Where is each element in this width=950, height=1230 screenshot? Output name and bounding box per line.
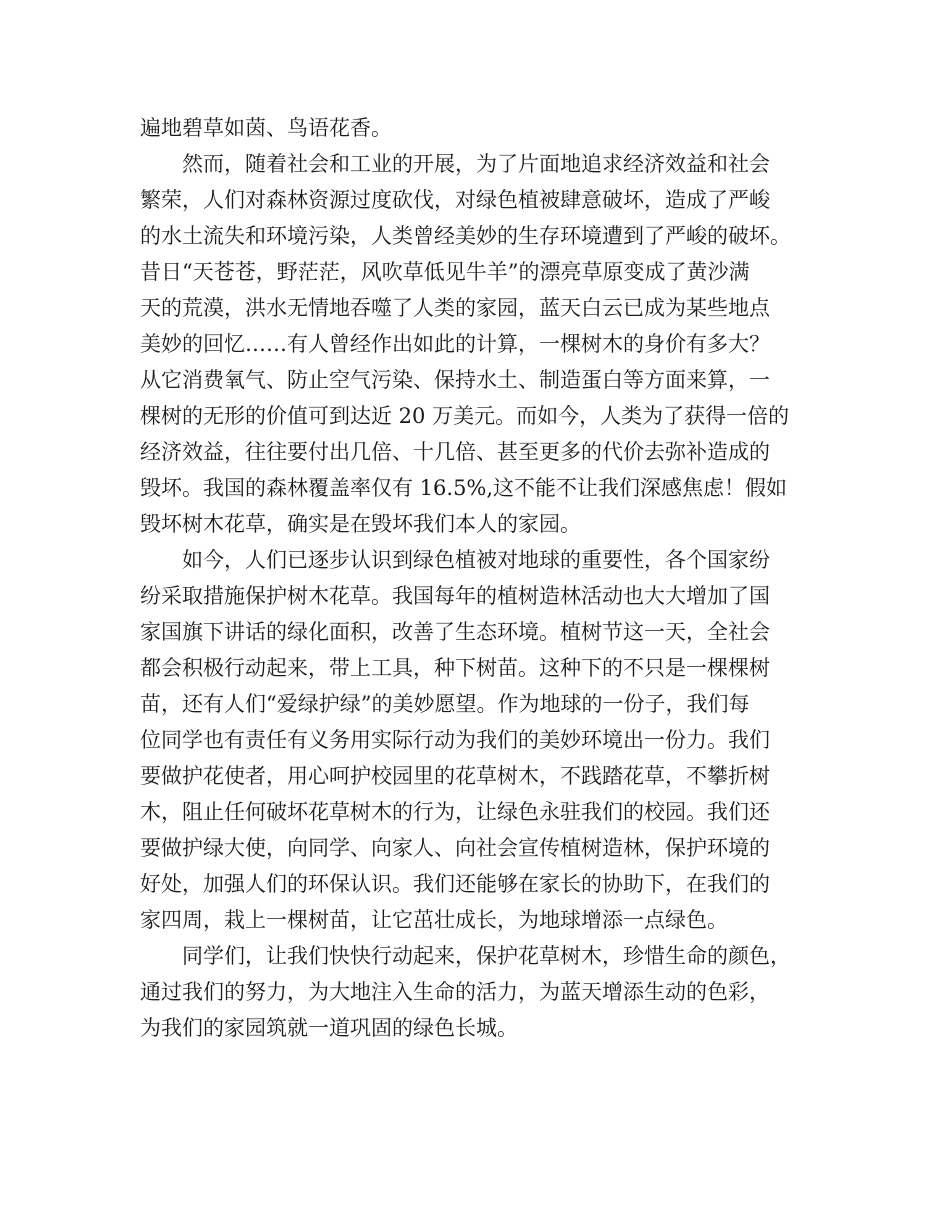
text-line: 繁荣，人们对森林资源过度砍伐，对绿色植被肆意破坏，造成了严峻 xyxy=(140,188,770,212)
text-line: 毁坏树木花草，确实是在毁坏我们本人的家园。 xyxy=(140,512,581,536)
speech-text xyxy=(140,110,820,1046)
text-line: 棵树的无形的价值可到达近 20 万美元。而如今，人类为了获得一倍的 xyxy=(140,404,790,428)
text-line: 纷采取措施保护树木花草。我国每年的植树造林活动也大大增加了国 xyxy=(140,584,770,608)
text-line: 木，阻止任何破坏花草树木的行为，让绿色永驻我们的校园。我们还 xyxy=(140,800,770,824)
text-line: 的水土流失和环境污染，人类曾经美妙的生存环境遭到了严峻的破坏。 xyxy=(140,224,791,248)
text-line: 经济效益，往往要付出几倍、十几倍、甚至更多的代价去弥补造成的 xyxy=(140,440,770,464)
paragraph-start-line: 同学们，让我们快快行动起来，保护花草树木，珍惜生命的颜色， xyxy=(182,944,791,968)
text-line: 要做护花使者，用心呵护校园里的花草树木，不践踏花草，不攀折树 xyxy=(140,764,770,788)
text-line: 要做护绿大使，向同学、向家人、向社会宣传植树造林，保护环境的 xyxy=(140,836,770,860)
text-line: 位同学也有责任有义务用实际行动为我们的美妙环境出一份力。我们 xyxy=(140,728,770,752)
paragraph-start-line: 然而，随着社会和工业的开展，为了片面地追求经济效益和社会 xyxy=(182,152,770,176)
text-line: 为我们的家园筑就一道巩固的绿色长城。 xyxy=(140,1016,518,1040)
text-line: 苗，还有人们“爱绿护绿”的美妙愿望。作为地球的一份子，我们每 xyxy=(140,692,750,716)
text-line: 好处，加强人们的环保认识。我们还能够在家长的协助下，在我们的 xyxy=(140,872,770,896)
text-line: 毁坏。我国的森林覆盖率仅有 16.5%,这不能不让我们深感焦虑！假如 xyxy=(140,476,788,500)
paragraph-start-line: 如今，人们已逐步认识到绿色植被对地球的重要性，各个国家纷 xyxy=(182,548,770,572)
text-line: 都会积极行动起来，带上工具，种下树苗。这种下的不只是一棵棵树 xyxy=(140,656,770,680)
text-line: 家国旗下讲话的绿化面积，改善了生态环境。植树节这一天，全社会 xyxy=(140,620,770,644)
text-line: 家四周，栽上一棵树苗，让它茁壮成长，为地球增添一点绿色。 xyxy=(140,908,728,932)
text-line: 通过我们的努力，为大地注入生命的活力，为蓝天增添生动的色彩， xyxy=(140,980,770,1004)
text-line: 从它消费氧气、防止空气污染、保持水土、制造蛋白等方面来算，一 xyxy=(140,368,770,392)
text-line: 美妙的回忆……有人曾经作出如此的计算，一棵树木的身价有多大？ xyxy=(140,332,770,356)
text-line: 昔日“天苍苍，野茫茫，风吹草低见牛羊”的漂亮草原变成了黄沙满 xyxy=(140,260,750,284)
text-line: 天的荒漠，洪水无情地吞噬了人类的家园，蓝天白云已成为某些地点 xyxy=(140,296,770,320)
text-line: 遍地碧草如茵、鸟语花香。 xyxy=(140,116,392,140)
